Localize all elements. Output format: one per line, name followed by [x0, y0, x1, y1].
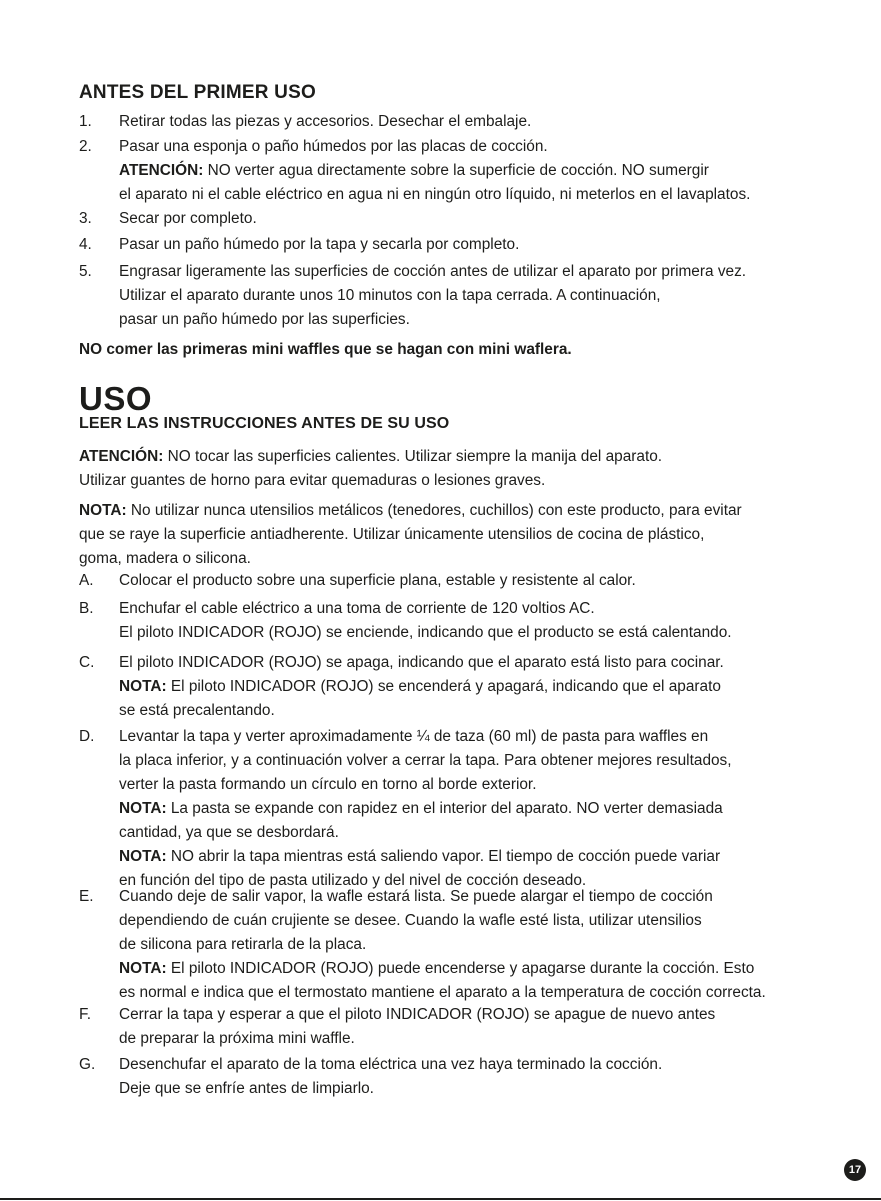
step-number: 5.: [79, 263, 92, 280]
step-letter: B.: [79, 600, 94, 617]
note-text: es normal e indica que el termostato mantiene el aparato a la temperatura de cocción correcta.: [119, 984, 766, 1001]
step-text: Secar por completo.: [119, 210, 257, 227]
list-item-step-4: [79, 233, 859, 257]
step-text: pasar un paño húmedo por las superficies.: [119, 311, 410, 328]
list-item-step-3: [79, 207, 859, 231]
attention-label: ATENCIÓN:: [79, 448, 164, 465]
note-label: NOTA:: [119, 960, 167, 977]
step-text: Engrasar ligeramente las superficies de cocción antes de utilizar el aparato por primera vez.: [119, 263, 747, 280]
note-text: goma, madera o silicona.: [79, 550, 251, 567]
note-label: NOTA:: [119, 800, 167, 817]
list-item-step-g: [79, 1053, 859, 1101]
attention-text: Utilizar guantes de horno para evitar quemaduras o lesiones graves.: [79, 472, 546, 489]
step-text: la placa inferior, y a continuación volver a cerrar la tapa. Para obtener mejores resultados,: [119, 752, 732, 769]
note-text: La pasta se expande con rapidez en el interior del aparato. NO verter demasiada: [166, 800, 723, 817]
note-text: que se raye la superficie antiadherente. Utilizar únicamente utensilios de cocina de plástico,: [79, 526, 705, 543]
attention-text: NO tocar las superficies calientes. Utilizar siempre la manija del aparato.: [163, 448, 663, 465]
note-label: NOTA:: [119, 678, 167, 695]
note-text: en función del tipo de pasta utilizado y del nivel de cocción deseado.: [119, 872, 587, 889]
step-text: Retirar todas las piezas y accesorios. Desechar el embalaje.: [119, 113, 532, 130]
note-text: No utilizar nunca utensilios metálicos (tenedores, cuchillos) con este producto, para evitar: [126, 502, 742, 519]
list-item-step-b: [79, 597, 859, 645]
step-letter: F.: [79, 1006, 91, 1023]
step-letter: D.: [79, 728, 95, 745]
section-title-use: USO: [79, 380, 153, 417]
step-text: Levantar la tapa y verter aproximadamente ¼ de taza (60 ml) de pasta para waffles en: [119, 728, 709, 745]
note-label: NOTA:: [119, 848, 167, 865]
bottom-rule: [0, 1198, 881, 1200]
note-text: se está precalentando.: [119, 702, 275, 719]
note-text: El piloto INDICADOR (ROJO) se encenderá y apagará, indicando que el aparato: [166, 678, 721, 695]
step-text: verter la pasta formando un círculo en torno al borde exterior.: [119, 776, 537, 793]
step-letter: G.: [79, 1056, 96, 1073]
note-text: NO abrir la tapa mientras está saliendo vapor. El tiempo de cocción puede variar: [166, 848, 721, 865]
attention-paragraph: [79, 445, 859, 493]
list-item-step-1: [79, 110, 859, 134]
step-text: de preparar la próxima mini waffle.: [119, 1030, 355, 1047]
list-item-step-c: [79, 651, 859, 723]
warning-label: ATENCIÓN:: [119, 162, 204, 179]
step-number: 3.: [79, 210, 92, 227]
closing-warning: NO comer las primeras mini waffles que se hagan con mini waflera.: [79, 341, 572, 358]
note-text: El piloto INDICADOR (ROJO) puede encenderse y apagarse durante la cocción. Esto: [166, 960, 755, 977]
page-number-badge: 17: [844, 1159, 866, 1181]
note-paragraph: [79, 499, 859, 571]
step-letter: C.: [79, 654, 95, 671]
list-item-step-a: [79, 569, 859, 593]
list-item-step-f: [79, 1003, 859, 1051]
step-text: Pasar un paño húmedo por la tapa y secarla por completo.: [119, 236, 520, 253]
step-letter: E.: [79, 888, 94, 905]
step-text: Desenchufar el aparato de la toma eléctrica una vez haya terminado la cocción.: [119, 1056, 663, 1073]
step-text: Cuando deje de salir vapor, la wafle estará lista. Se puede alargar el tiempo de cocción: [119, 888, 713, 905]
list-item-step-d: [79, 725, 859, 893]
step-text: El piloto INDICADOR (ROJO) se apaga, indicando que el aparato está listo para cocinar.: [119, 654, 724, 671]
step-text: Enchufar el cable eléctrico a una toma de corriente de 120 voltios AC.: [119, 600, 595, 617]
warning-text: NO verter agua directamente sobre la superficie de cocción. NO sumergir: [203, 162, 709, 179]
step-text: Cerrar la tapa y esperar a que el piloto INDICADOR (ROJO) se apague de nuevo antes: [119, 1006, 716, 1023]
warning-line: [119, 159, 859, 183]
section-subtitle: LEER LAS INSTRUCCIONES ANTES DE SU USO: [79, 415, 450, 432]
section-title-before-first-use: ANTES DEL PRIMER USO: [79, 82, 316, 103]
note-text: cantidad, ya que se desbordará.: [119, 824, 339, 841]
step-text: El piloto INDICADOR (ROJO) se enciende, indicando que el producto se está calentando.: [119, 624, 732, 641]
list-item-step-2: [79, 135, 859, 207]
step-text: Utilizar el aparato durante unos 10 minutos con la tapa cerrada. A continuación,: [119, 287, 661, 304]
step-text: dependiendo de cuán crujiente se desee. Cuando la wafle esté lista, utilizar utensilios: [119, 912, 702, 929]
step-letter: A.: [79, 572, 94, 589]
step-text: Pasar una esponja o paño húmedos por las placas de cocción.: [119, 138, 548, 155]
step-number: 1.: [79, 113, 92, 130]
list-item-step-5: [79, 260, 859, 332]
step-number: 2.: [79, 138, 92, 155]
step-text: de silicona para retirarla de la placa.: [119, 936, 367, 953]
step-text: Deje que se enfríe antes de limpiarlo.: [119, 1080, 374, 1097]
note-label: NOTA:: [79, 502, 127, 519]
step-text: Colocar el producto sobre una superficie plana, estable y resistente al calor.: [119, 572, 636, 589]
warning-text: el aparato ni el cable eléctrico en agua ni en ningún otro líquido, ni meterlos en el lavaplatos.: [119, 186, 751, 203]
list-item-step-e: [79, 885, 859, 1005]
step-number: 4.: [79, 236, 92, 253]
